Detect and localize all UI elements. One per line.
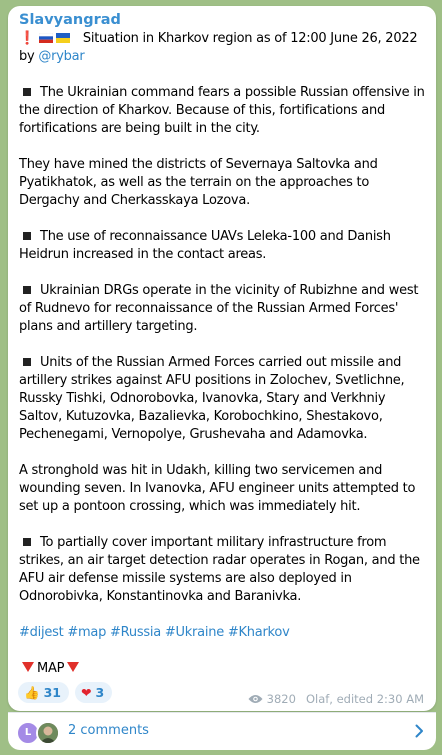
paragraph-7	[19, 534, 429, 606]
paragraph-2	[19, 156, 429, 210]
avatar-photo	[36, 721, 60, 745]
red-triangle-icon	[22, 662, 34, 672]
message-bubble	[8, 6, 436, 711]
user-photo-icon	[38, 723, 58, 743]
map-label: MAP	[37, 661, 65, 676]
channel-name[interactable]: Slavyangrad	[19, 12, 121, 28]
paragraph-4	[19, 282, 429, 336]
reaction-count: 31	[43, 685, 61, 700]
paragraph-5	[19, 354, 429, 444]
paragraph-text: The use of reconnaissance UAVs Leleka-100 and Danish Heidrun increased in the contact areas.	[19, 229, 391, 262]
eye-icon	[248, 694, 263, 704]
message-meta	[248, 692, 424, 706]
reaction-thumbs-up[interactable]	[18, 682, 69, 703]
avatar: L	[16, 721, 40, 745]
bullet-square-icon	[23, 286, 31, 294]
ukraine-flag-icon	[56, 33, 70, 43]
comments-count-label: 2 comments	[68, 723, 149, 738]
exclamation-icon: ❗	[19, 31, 35, 46]
paragraph-3	[19, 228, 429, 264]
message-header	[19, 30, 429, 66]
map-line	[19, 660, 429, 678]
hashtags[interactable]: #dijest #map #Russia #Ukraine #Kharkov	[19, 625, 290, 640]
author-link[interactable]: @rybar	[38, 49, 85, 64]
paragraph-text: They have mined the districts of Severnaya Saltovka and Pyatikhatok, as well as the terrain on the approaches to Dergachy and Cherkasskaya Lozova.	[19, 157, 378, 208]
paragraph-text: To partially cover important military infrastructure from strikes, an air target detection radar operates in Rogan, and the AFU air defense missile systems are also deployed in Odnorobivka, Konstantinovka and Baranivka.	[19, 535, 420, 604]
russia-flag-icon	[39, 33, 53, 43]
paragraph-text: Units of the Russian Armed Forces carried out missile and artillery strikes against AFU positions in Zolochev, Svetlichne, Russky Tishki, Odnorobovka, Ivanovka, Stary and Verkhniy Saltov, Kutuzovka, Bazalievka, Korobochkino, Shestakovo, Pechenegami, Vernopolye, Grushevaha and Adamovka.	[19, 355, 405, 442]
chevron-right-icon	[415, 724, 424, 738]
view-count: 3820	[266, 692, 296, 706]
bullet-square-icon	[23, 88, 31, 96]
paragraph-1	[19, 84, 429, 138]
heart-icon: ❤	[80, 685, 92, 700]
reaction-heart[interactable]	[75, 682, 112, 703]
bullet-square-icon	[23, 358, 31, 366]
paragraph-text: The Ukrainian command fears a possible Russian offensive in the direction of Kharkov. Because of this, fortifications and fortifications are being built in the city.	[19, 85, 425, 136]
red-triangle-icon	[67, 662, 79, 672]
bullet-square-icon	[23, 538, 31, 546]
paragraph-text: A stronghold was hit in Udakh, killing two servicemen and wounding seven. In Ivanovka, AFU engineer units attempted to set up a pontoon crossing, which was immediately hit.	[19, 463, 416, 514]
reaction-count: 3	[95, 685, 105, 700]
paragraph-text: Ukrainian DRGs operate in the vicinity of Rubizhne and west of Rudnevo for reconnaissance of the Russian Armed Forces' plans and artillery targeting.	[19, 283, 419, 334]
comments-button[interactable]	[8, 712, 436, 750]
reactions	[18, 682, 112, 703]
thumbs-up-icon: 👍	[24, 684, 40, 700]
paragraph-6	[19, 462, 429, 516]
header-text: Situation in Kharkov region as of 12:00 June 26, 2022 by	[19, 31, 418, 64]
bullet-square-icon	[23, 232, 31, 240]
message-text	[19, 30, 429, 678]
author-edited: Olaf, edited 2:30 AM	[305, 692, 424, 706]
